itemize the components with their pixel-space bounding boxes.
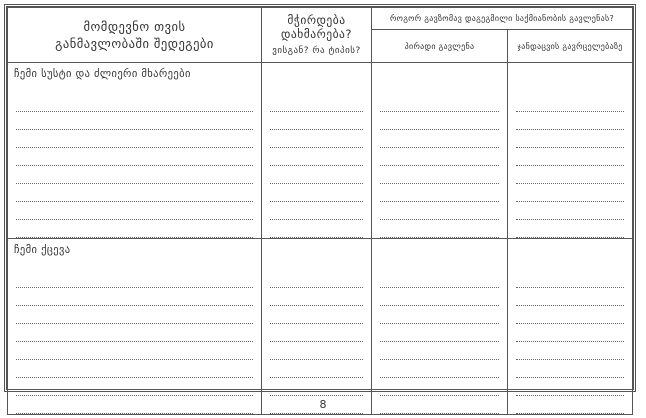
dotted-line — [270, 306, 363, 324]
dotted-line — [516, 166, 624, 184]
dotted-line — [516, 324, 624, 342]
dotted-line — [270, 202, 363, 220]
dotted-line — [380, 202, 499, 220]
dotted-line — [16, 288, 253, 306]
planning-table — [7, 7, 633, 415]
dotted-line — [16, 112, 253, 130]
dotted-line — [270, 360, 363, 378]
table-row — [8, 239, 633, 415]
dotted-line — [516, 130, 624, 148]
answer-lines[interactable] — [8, 262, 261, 414]
header-measure-group: როგორ გავზომავ დაგეგმილი საქმიანობის გავლენას? — [372, 8, 633, 30]
dotted-line — [516, 112, 624, 130]
dotted-line — [516, 342, 624, 360]
row-label: ჩემი სუსტი და ძლიერი მხარეები — [14, 68, 191, 80]
header-results — [8, 8, 262, 63]
table-row — [8, 63, 633, 239]
dotted-line — [270, 288, 363, 306]
dotted-line — [270, 378, 363, 396]
dotted-line — [380, 220, 499, 238]
dotted-line — [270, 112, 363, 130]
header-health-spread: ჯანდაცვის გავრცელებაზე — [508, 30, 633, 63]
dotted-line — [270, 324, 363, 342]
header-help-line2: დახმარება? — [281, 26, 352, 41]
dotted-line — [16, 360, 253, 378]
dotted-line — [16, 342, 253, 360]
dotted-line — [270, 166, 363, 184]
answer-lines[interactable] — [372, 86, 507, 238]
header-help-sub: ვისგან? რა ტიპის? — [272, 45, 361, 56]
dotted-line — [380, 288, 499, 306]
dotted-line — [380, 166, 499, 184]
dotted-line — [16, 130, 253, 148]
dotted-line — [516, 378, 624, 396]
answer-lines[interactable] — [508, 86, 632, 238]
dotted-line — [516, 360, 624, 378]
answer-lines[interactable] — [262, 86, 371, 238]
answer-lines[interactable] — [8, 86, 261, 238]
dotted-line — [516, 306, 624, 324]
header-results-line1: მომდევნო თვის — [83, 19, 186, 34]
dotted-line — [516, 148, 624, 166]
dotted-line — [516, 270, 624, 288]
dotted-line — [16, 202, 253, 220]
dotted-line — [270, 270, 363, 288]
dotted-line — [516, 220, 624, 238]
dotted-line — [16, 148, 253, 166]
dotted-line — [380, 378, 499, 396]
dotted-line — [16, 306, 253, 324]
dotted-line — [270, 184, 363, 202]
dotted-line — [270, 94, 363, 112]
dotted-line — [16, 378, 253, 396]
header-help — [262, 8, 372, 63]
page-number: 8 — [319, 398, 327, 411]
header-help-line1: მჭირდება — [287, 12, 346, 27]
dotted-line — [270, 220, 363, 238]
dotted-line — [380, 184, 499, 202]
dotted-line — [380, 324, 499, 342]
dotted-line — [380, 112, 499, 130]
dotted-line — [380, 130, 499, 148]
header-results-line2: განმავლობაში შედეგები — [55, 36, 214, 51]
answer-lines[interactable] — [372, 262, 507, 414]
dotted-line — [516, 184, 624, 202]
dotted-line — [270, 130, 363, 148]
dotted-line — [380, 94, 499, 112]
dotted-line — [16, 166, 253, 184]
dotted-line — [516, 288, 624, 306]
row-label: ჩემი ქცევა — [14, 244, 71, 256]
header-personal-impact: პირადი გავლენა — [372, 30, 508, 63]
dotted-line — [380, 148, 499, 166]
answer-lines[interactable] — [262, 262, 371, 414]
dotted-line — [16, 324, 253, 342]
dotted-line — [16, 220, 253, 238]
dotted-line — [380, 270, 499, 288]
dotted-line — [380, 360, 499, 378]
answer-lines[interactable] — [508, 262, 632, 414]
dotted-line — [16, 270, 253, 288]
planning-table-frame — [4, 4, 636, 392]
dotted-line — [16, 184, 253, 202]
dotted-line — [516, 94, 624, 112]
dotted-line — [270, 342, 363, 360]
dotted-line — [270, 148, 363, 166]
dotted-line — [380, 342, 499, 360]
dotted-line — [516, 202, 624, 220]
dotted-line — [16, 94, 253, 112]
dotted-line — [380, 306, 499, 324]
